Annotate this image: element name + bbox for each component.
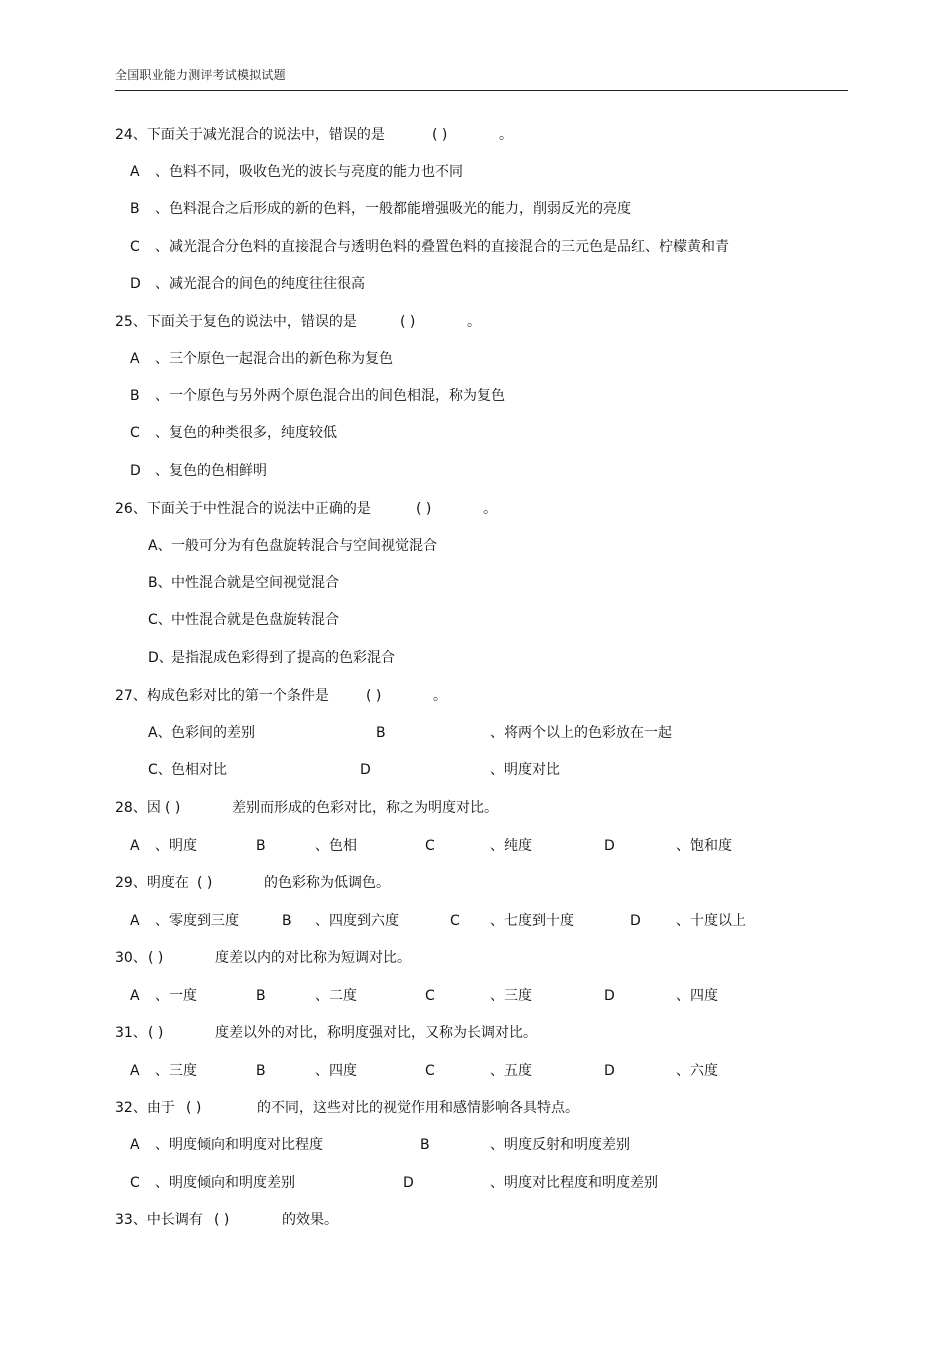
answer-blank: ( ) — [432, 127, 448, 143]
option-text: 、四度 — [315, 1063, 357, 1079]
option-text: 、六度 — [676, 1063, 718, 1079]
option-letter: D — [130, 276, 141, 292]
option-text: 一般可分为有色盘旋转混合与空间视觉混合 — [171, 538, 437, 554]
option-text: 、明度对比 — [490, 762, 560, 778]
stem-end-mark: 。 — [467, 314, 481, 330]
question-stem-text: 27、构成色彩对比的第一个条件是 — [115, 688, 329, 704]
stem-end-mark: 。 — [483, 501, 497, 517]
option-letter: C — [130, 425, 140, 441]
answer-blank: ( ) — [416, 501, 432, 517]
option-text: 、饱和度 — [676, 838, 732, 854]
option-text: 、将两个以上的色彩放在一起 — [490, 725, 672, 741]
option-text: 、一度 — [155, 988, 197, 1004]
option-letter: C、 — [148, 612, 172, 628]
page-header-title: 全国职业能力测评考试模拟试题 — [115, 68, 286, 82]
option-letter: D — [604, 1063, 615, 1079]
option-text: 中性混合就是空间视觉混合 — [171, 575, 339, 591]
option-text: 、零度到三度 — [155, 913, 239, 929]
question-stem-text: 33、中长调有 — [115, 1212, 203, 1228]
option-letter: C — [425, 988, 435, 1004]
option-letter: B — [376, 725, 386, 741]
option-text: 、明度反射和明度差别 — [490, 1137, 630, 1153]
option-letter: B — [256, 988, 266, 1004]
stem-end-mark: 。 — [433, 688, 447, 704]
option-letter: A — [130, 913, 140, 929]
option-letter: B — [420, 1137, 430, 1153]
answer-blank: ( ) — [214, 1212, 230, 1228]
question-stem-text: 29、明度在 — [115, 875, 189, 891]
answer-blank: ( ) — [400, 314, 416, 330]
answer-blank: ( ) — [366, 688, 382, 704]
option-letter: B — [256, 1063, 266, 1079]
question-stem-text: 度差以外的对比，称明度强对比，又称为长调对比。 — [215, 1025, 537, 1041]
option-letter: A — [130, 1063, 140, 1079]
question-stem-text: 32、由于 — [115, 1100, 175, 1116]
option-text: 、三度 — [155, 1063, 197, 1079]
option-letter: D — [604, 988, 615, 1004]
question-stem-text: 差别而形成的色彩对比，称之为明度对比。 — [232, 800, 498, 816]
answer-blank: ( ) — [148, 1025, 164, 1041]
option-text: 、三个原色一起混合出的新色称为复色 — [155, 351, 393, 367]
option-letter: C — [425, 1063, 435, 1079]
option-letter: A — [130, 164, 140, 180]
option-letter: A — [130, 988, 140, 1004]
option-text: 、减光混合分色料的直接混合与透明色料的叠置色料的直接混合的三元色是品红、柠檬黄和青 — [155, 239, 729, 255]
option-text: 、复色的色相鲜明 — [155, 463, 267, 479]
option-text: 、一个原色与另外两个原色混合出的间色相混，称为复色 — [155, 388, 505, 404]
option-letter: D — [630, 913, 641, 929]
option-letter: A — [130, 351, 140, 367]
option-letter: C — [425, 838, 435, 854]
option-letter: B、 — [148, 575, 172, 591]
option-text: 、减光混合的间色的纯度往往很高 — [155, 276, 365, 292]
option-letter: A — [130, 838, 140, 854]
question-stem-text: 25、下面关于复色的说法中，错误的是 — [115, 314, 357, 330]
option-text: 、五度 — [490, 1063, 532, 1079]
question-stem-text: 的不同，这些对比的视觉作用和感情影响各具特点。 — [257, 1100, 579, 1116]
option-text: 、明度倾向和明度差别 — [155, 1175, 295, 1191]
option-text: 、三度 — [490, 988, 532, 1004]
answer-blank: ( ) — [186, 1100, 202, 1116]
option-text: 、四度到六度 — [315, 913, 399, 929]
option-letter: A、 — [148, 725, 172, 741]
option-letter: D、 — [148, 650, 173, 666]
option-letter: D — [403, 1175, 414, 1191]
option-letter: D — [604, 838, 615, 854]
option-text: 、七度到十度 — [490, 913, 574, 929]
option-text: 、二度 — [315, 988, 357, 1004]
option-text: 、明度对比程度和明度差别 — [490, 1175, 658, 1191]
option-letter: C — [130, 1175, 140, 1191]
header-divider — [115, 90, 848, 91]
option-text: 色相对比 — [171, 762, 227, 778]
option-text: 色彩间的差别 — [171, 725, 255, 741]
question-stem-text: 度差以内的对比称为短调对比。 — [215, 950, 411, 966]
question-stem-text: 31、 — [115, 1025, 147, 1041]
option-letter: C — [130, 239, 140, 255]
option-letter: C — [450, 913, 460, 929]
option-letter: A、 — [148, 538, 172, 554]
option-text: 、四度 — [676, 988, 718, 1004]
option-text: 、明度倾向和明度对比程度 — [155, 1137, 323, 1153]
option-letter: A — [130, 1137, 140, 1153]
option-text: 是指混成色彩得到了提高的色彩混合 — [171, 650, 395, 666]
question-stem-text: 的效果。 — [282, 1212, 338, 1228]
answer-blank: ( ) — [197, 875, 213, 891]
option-text: 、色相 — [315, 838, 357, 854]
option-letter: D — [130, 463, 141, 479]
option-text: 、色料不同，吸收色光的波长与亮度的能力也不同 — [155, 164, 463, 180]
option-letter: C、 — [148, 762, 172, 778]
stem-end-mark: 。 — [499, 127, 513, 143]
question-stem-text: 30、 — [115, 950, 147, 966]
question-stem-text: 28、因 — [115, 800, 161, 816]
option-letter: B — [130, 201, 140, 217]
option-letter: B — [130, 388, 140, 404]
option-text: 、明度 — [155, 838, 197, 854]
option-letter: D — [360, 762, 371, 778]
option-text: 中性混合就是色盘旋转混合 — [171, 612, 339, 628]
option-text: 、色料混合之后形成的新的色料，一般都能增强吸光的能力，削弱反光的亮度 — [155, 201, 631, 217]
answer-blank: ( ) — [165, 800, 181, 816]
option-text: 、复色的种类很多，纯度较低 — [155, 425, 337, 441]
option-text: 、纯度 — [490, 838, 532, 854]
question-stem-text: 的色彩称为低调色。 — [264, 875, 390, 891]
question-stem-text: 24、下面关于减光混合的说法中，错误的是 — [115, 127, 385, 143]
option-letter: B — [256, 838, 266, 854]
option-letter: B — [282, 913, 292, 929]
answer-blank: ( ) — [148, 950, 164, 966]
question-stem-text: 26、下面关于中性混合的说法中正确的是 — [115, 501, 371, 517]
option-text: 、十度以上 — [676, 913, 746, 929]
